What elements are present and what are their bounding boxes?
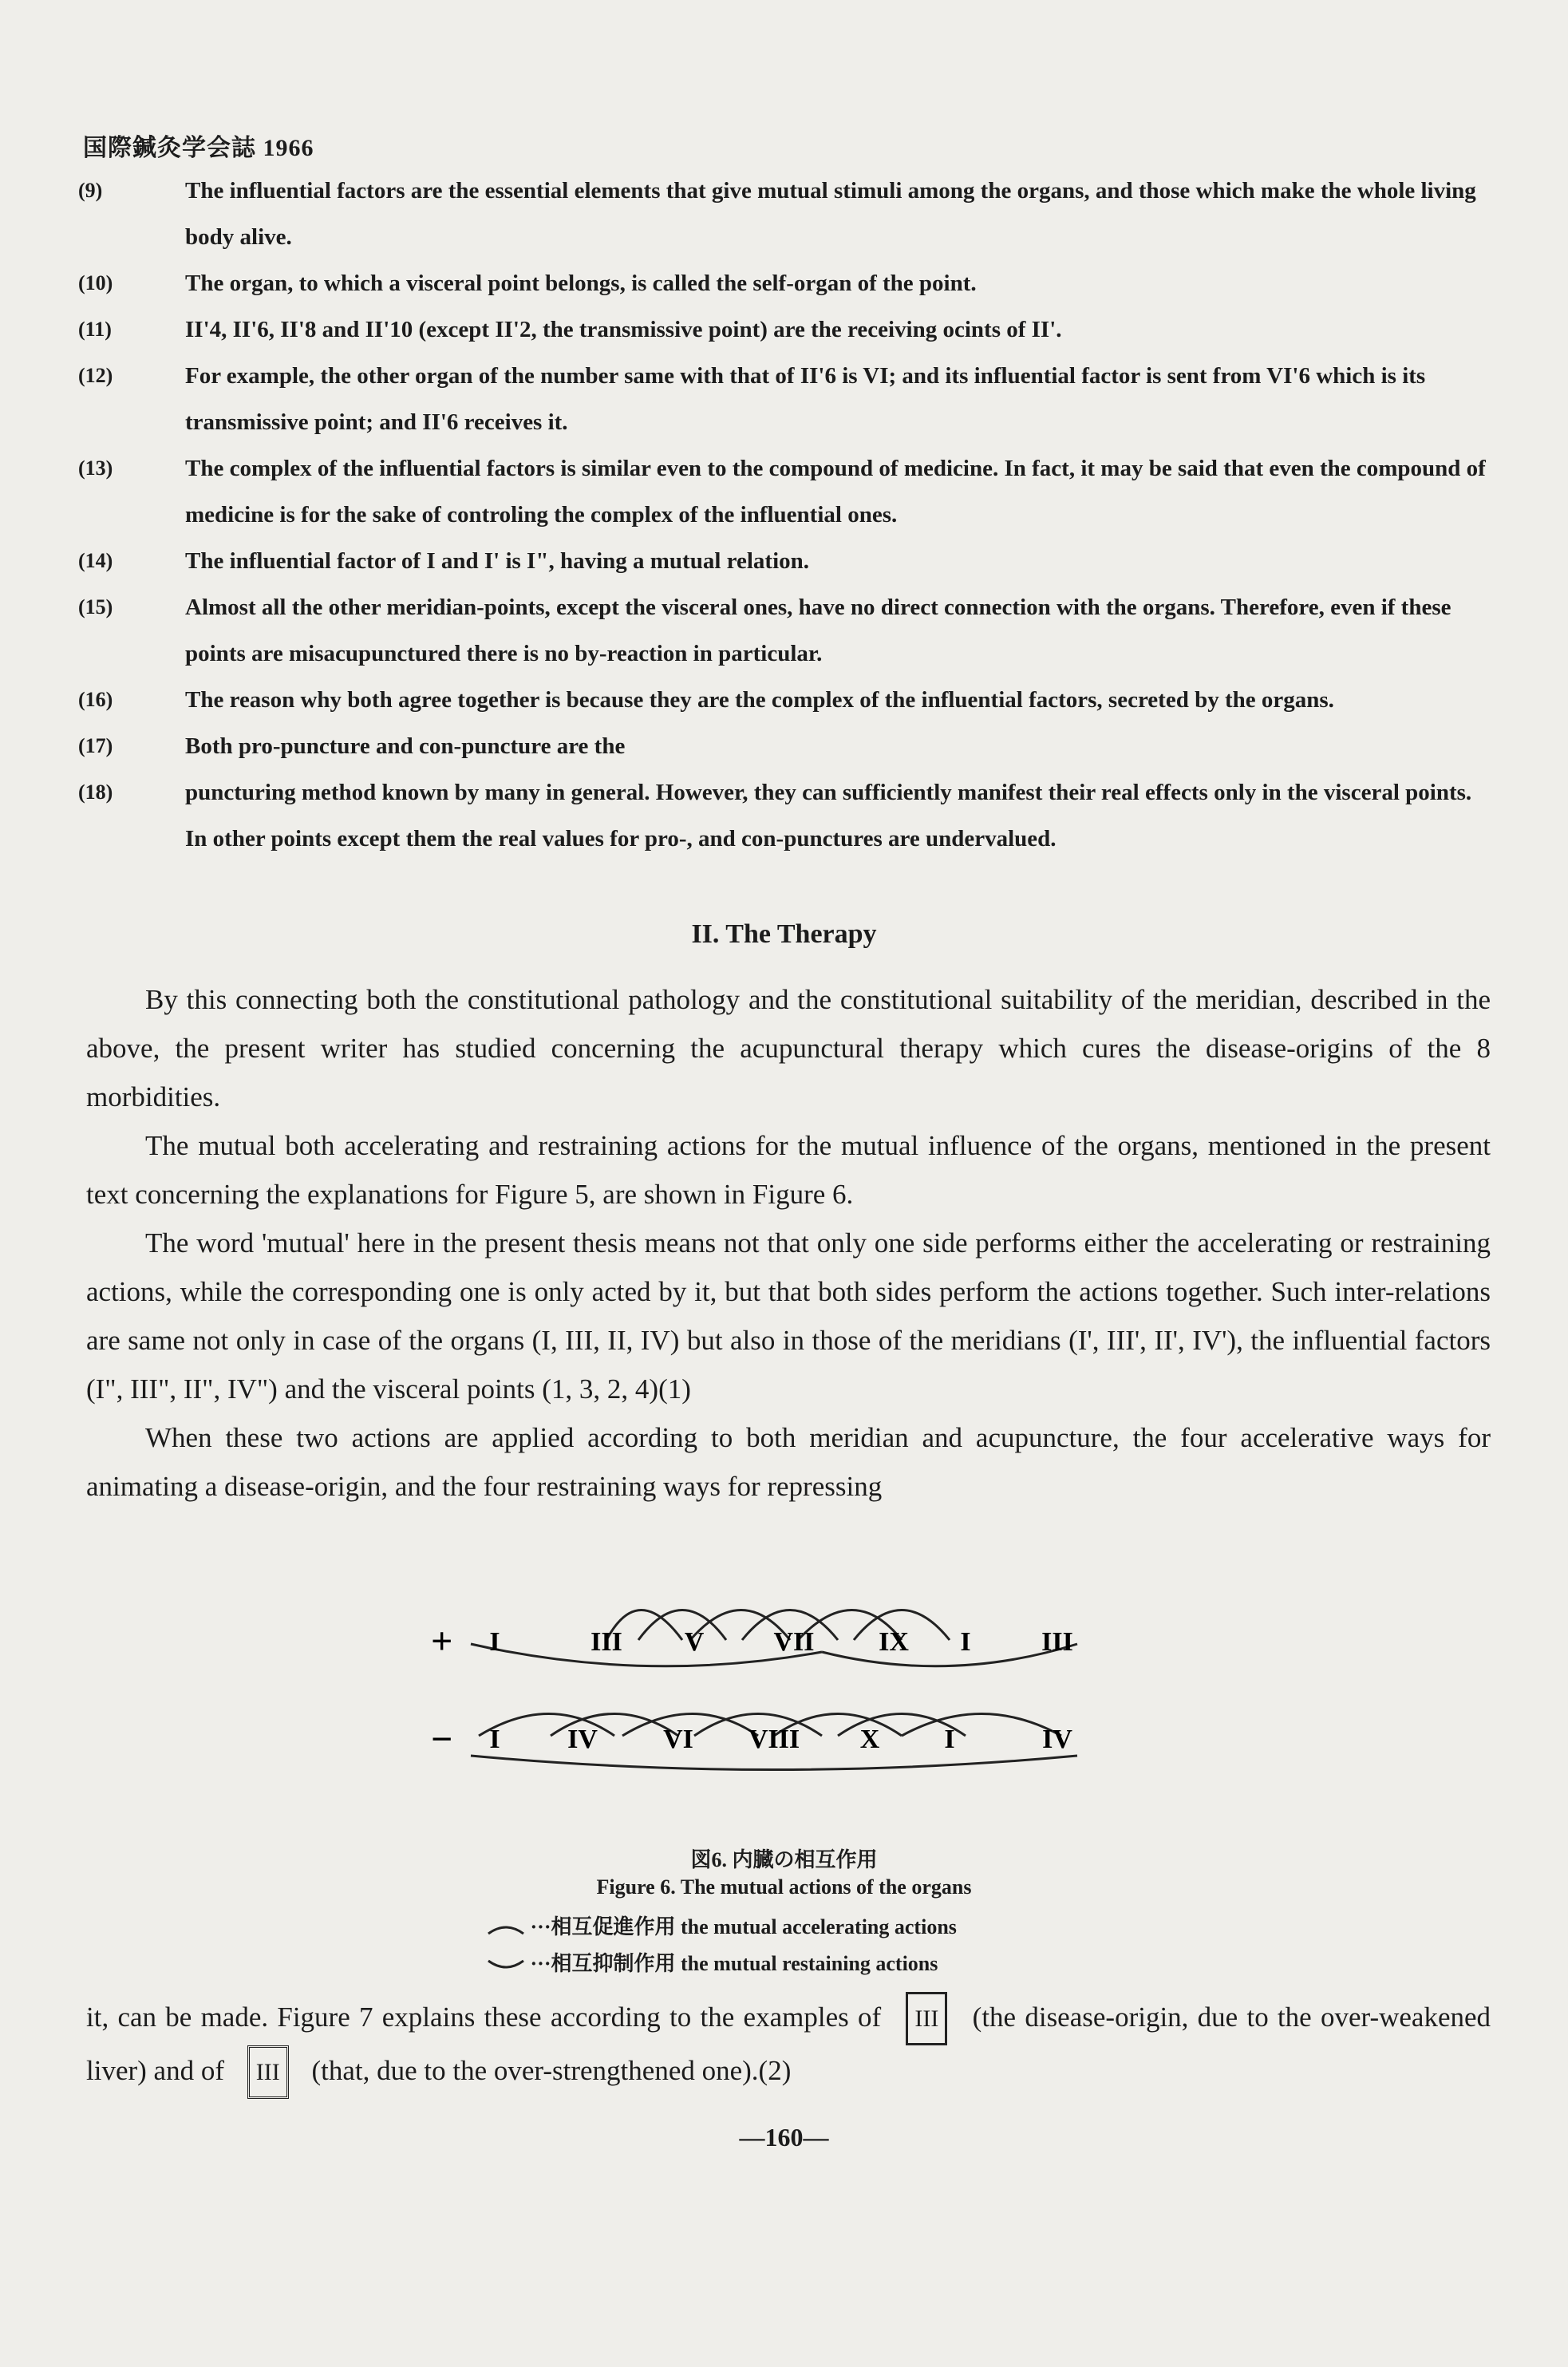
text-part: it, can be made. Figure 7 explains these according to the examples of (86, 2001, 882, 2033)
organ-label: IV (567, 1725, 598, 1754)
organ-label: X (859, 1725, 880, 1754)
footnote-text: For example, the other organ of the number same with that of II'6 is VI; and its influential factor is sent from VI'6 which is its transmissive point; and II'6 receives it. (185, 363, 1426, 435)
paragraph: The mutual both accelerating and restraining actions for the mutual influence of the organs, mentioned in the present text concerning the explanations for Figure 5, are shown in Figure 6. (86, 1130, 1491, 1210)
organ-label: V (684, 1627, 705, 1657)
organ-label: VII (773, 1627, 815, 1657)
organ-label: VI (663, 1725, 693, 1754)
figure-caption-en: Figure 6. The mutual actions of the organs (596, 1875, 972, 1899)
footnote (78, 538, 1499, 584)
paragraph: By this connecting both the constitutional pathology and the constitutional suitability of the meridian, described in the above, the present writer has studied concerning the acupunctural therapy which cures the disease-origins of the 8 morbidities. (86, 984, 1491, 1112)
organ-label: I (489, 1725, 500, 1754)
body-paragraphs (86, 975, 1491, 1511)
journal-header: 国際鍼灸学会誌 1966 (83, 135, 314, 161)
arc (638, 1610, 726, 1641)
organ-label: III (590, 1627, 622, 1657)
figure-caption-jp: 図6. 内臓の相互作用 (690, 1848, 878, 1871)
footnote-text: Almost all the other meridian-points, except the visceral ones, have no direct connection with the organs. Therefore, even if these points are misacupunctured there is no by-reaction in particular. (185, 595, 1451, 666)
text-part: (the disease-origin, due to the over-weakened liver) and of (86, 2001, 1491, 2086)
legend-restraining-label: ···相互抑制作用 the mutual restaining actions (530, 1952, 938, 1975)
footnote (78, 723, 1499, 769)
curved-line-icon (487, 1958, 525, 1974)
footnote-number: (9) (78, 179, 103, 202)
footnote-number: (13) (78, 456, 113, 480)
organ-label: IX (879, 1627, 909, 1657)
legend-accelerating (487, 1911, 957, 1940)
footnote (78, 584, 1499, 677)
footnote-text: The organ, to which a visceral point belongs, is called the self-organ of the point. (185, 271, 977, 296)
footnote (78, 445, 1499, 538)
footnote (78, 677, 1499, 723)
footnote (78, 353, 1499, 445)
continuation-paragraph (86, 1992, 1491, 2099)
arc (471, 1644, 822, 1666)
paragraph: The word 'mutual' here in the present thesis means not that only one side performs either the accelerating or restraining actions, while the corresponding one is only acted by it, but that both sides perform the actions together. Such inter-relations are same not only in case of the organs (I, III, II, IV) but also in those of the meridians (I', III', II', IV'), the influential factors (I", III", II", IV") and the visceral points (1, 3, 2, 4)(1) (86, 1227, 1491, 1405)
footnote-text: The reason why both agree together is because they are the complex of the influential factors, secreted by the organs. (185, 687, 1334, 713)
section-title: II. The Therapy (691, 919, 877, 949)
disease-origin-symbol: III (247, 2045, 289, 2099)
footnote-number: (12) (78, 364, 113, 387)
organ-label: I (489, 1627, 500, 1657)
solid-line-icon (487, 1921, 525, 1937)
footnote-text: puncturing method known by many in general. However, they can sufficiently manifest their real effects only in the visceral points. In other points except them the real values for pro-, and con-punctures are undervalued. (185, 780, 1472, 852)
footnote-number: (17) (78, 734, 113, 757)
footnote (78, 168, 1499, 260)
footnote (78, 306, 1499, 353)
plus-sign: + (431, 1620, 453, 1662)
footnote-number: (14) (78, 549, 113, 572)
paragraph: When these two actions are applied according to both meridian and acupuncture, the four accelerative ways for animating a disease-origin, and the four restraining ways for repressing (86, 1422, 1491, 1502)
footnote-number: (16) (78, 688, 113, 711)
footnotes-list (78, 168, 1499, 862)
arc (822, 1644, 1077, 1666)
footnote-number: (10) (78, 271, 113, 294)
organ-label: I (960, 1627, 971, 1657)
organ-label: VIII (748, 1725, 800, 1754)
footnote (78, 769, 1499, 862)
footnote-text: II'4, II'6, II'8 and II'10 (except II'2, the transmissive point) are the receiving ocints of II'. (185, 317, 1062, 342)
organ-label: IV (1042, 1725, 1072, 1754)
footnote-text: The complex of the influential factors is similar even to the compound of medicine. In fact, it may be said that even the compound of medicine is for the sake of controling the complex of the influential ones. (185, 456, 1486, 528)
disease-origin-symbol: III (906, 1992, 947, 2045)
organ-label: III (1041, 1627, 1073, 1657)
footnote-number: (15) (78, 595, 113, 618)
arc (471, 1756, 1077, 1770)
legend-restraining (487, 1947, 938, 1977)
page-number: —160— (739, 2123, 829, 2152)
text-part: (that, due to the over-strengthened one).(2) (311, 2055, 792, 2086)
footnote (78, 260, 1499, 306)
footnote-number: (11) (78, 318, 112, 341)
footnote-text: The influential factor of I and I' is I", having a mutual relation. (185, 548, 810, 574)
legend-accelerating-label: ···相互促進作用 the mutual accelerating actions (530, 1915, 957, 1938)
figure-6-diagram (375, 1564, 1237, 1804)
organ-label: I (944, 1725, 955, 1754)
arc-diagram (375, 1564, 1237, 1804)
footnote-text: The influential factors are the essential elements that give mutual stimuli among the organs, and those which make the whole living body alive. (185, 178, 1476, 250)
minus-sign: − (431, 1718, 453, 1760)
footnote-number: (18) (78, 780, 113, 804)
footnote-text: Both pro-puncture and con-puncture are the (185, 733, 626, 759)
